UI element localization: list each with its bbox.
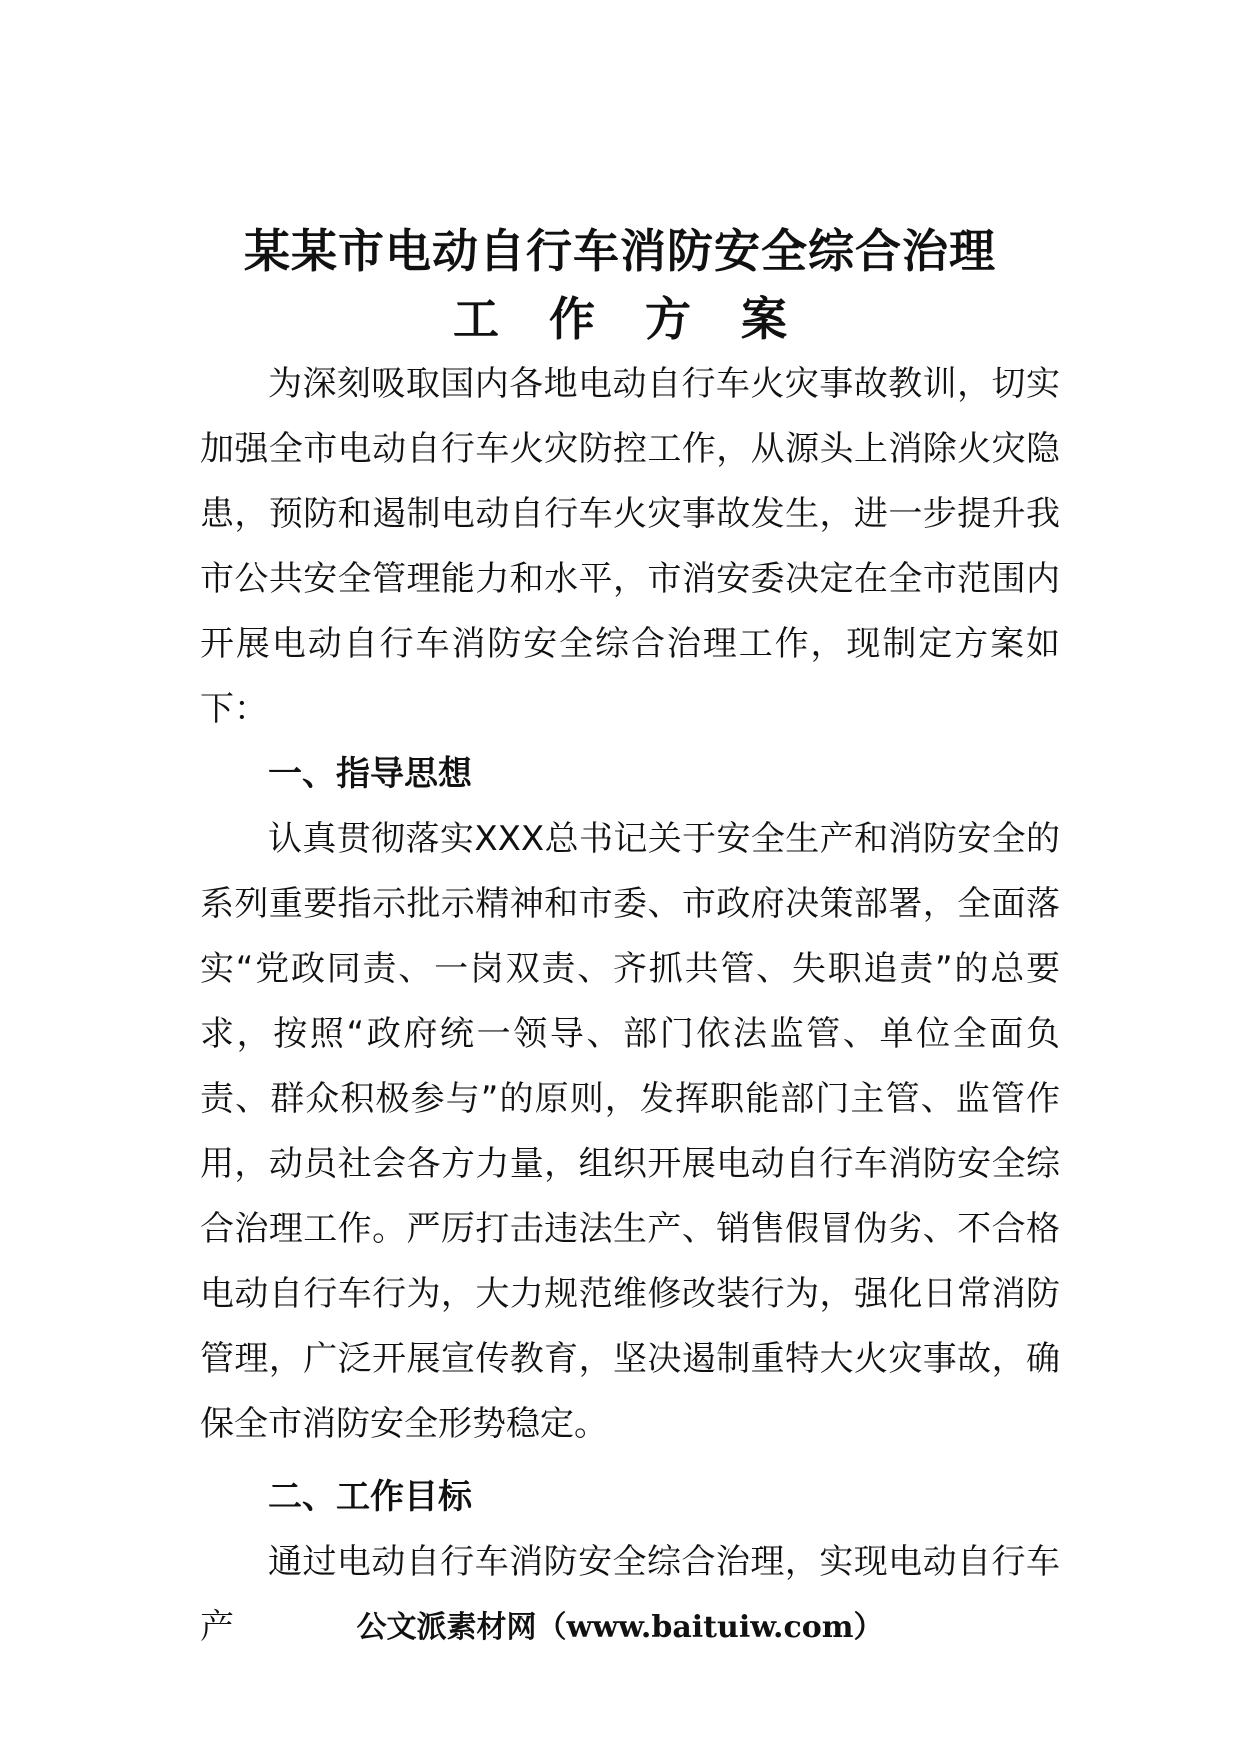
document-title: 某某市电动自行车消防安全综合治理	[244, 224, 996, 278]
section-paragraph-work-goals: 通过电动自行车消防安全综合治理，实现电动自行车产	[200, 1542, 1060, 1647]
section-paragraph-guiding-ideology: 认真贯彻落实XXX总书记关于安全生产和消防安全的系列重要指示批示精神和市委、市政府决策部署，全面落实“党政同责、一岗双责、齐抓共管、失职追责”的总要求，按照“政府统一领导、部门依法监管、单位全面负责、群众积极参与”的原则，发挥职能部门主管、监管作用，动员社会各方力量，组织开展电动自行车消防安全综合治理工作。严厉打击违法生产、销售假冒伪劣、不合格电动自行车行为，大力规范维修改装行为，强化日常消防管理，广泛开展宣传教育，坚决遏制重特大火灾事故，确保全市消防安全形势稳定。	[200, 819, 1060, 1444]
document-body	[200, 352, 1060, 1660]
document-subtitle: 工作方案	[453, 292, 837, 346]
section-heading-guiding-ideology: 一、指导思想	[268, 754, 472, 794]
section-heading-work-goals: 二、工作目标	[268, 1477, 472, 1517]
intro-paragraph: 为深刻吸取国内各地电动自行车火灾事故教训，切实加强全市电动自行车火灾防控工作，从源头上消除火灾隐患，预防和遏制电动自行车火灾事故发生，进一步提升我市公共安全管理能力和水平，市消安委决定在全市范围内开展电动自行车消防安全综合治理工作，现制定方案如下：	[200, 364, 1060, 729]
footer-watermark: 公文派素材网（www.baituiw.com）	[356, 1610, 884, 1645]
